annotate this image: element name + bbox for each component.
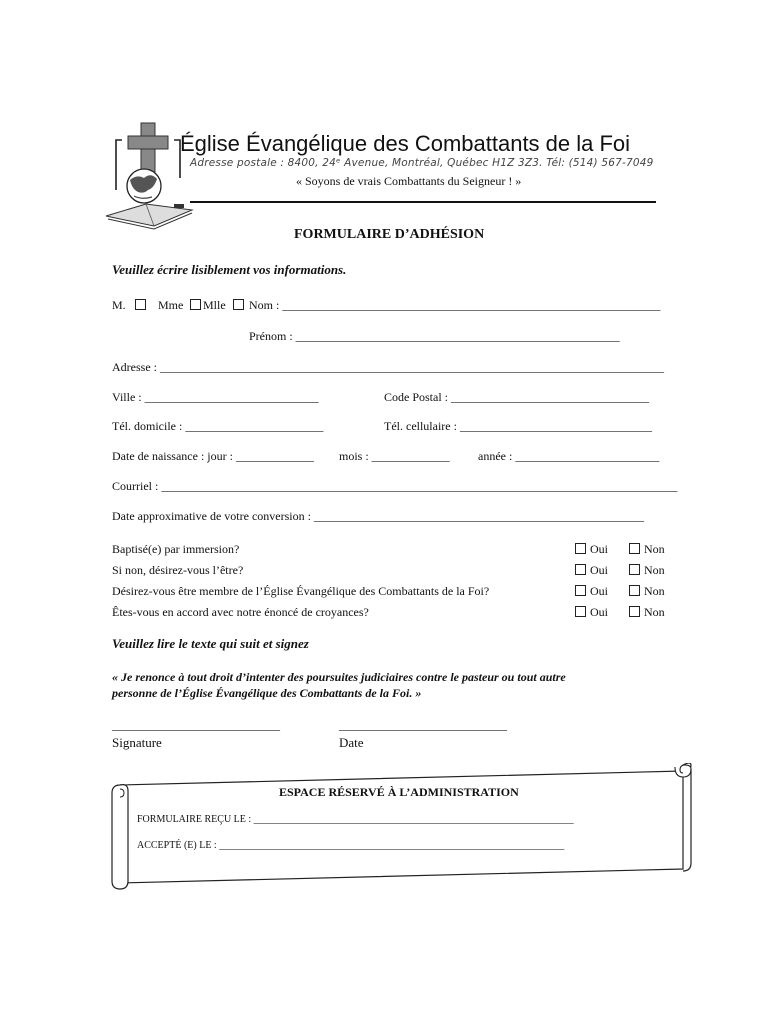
signature-label: Signature — [112, 735, 162, 750]
oui-checkbox[interactable] — [575, 543, 586, 554]
non-label: Non — [644, 584, 665, 598]
non-checkbox[interactable] — [629, 564, 640, 575]
oui-label: Oui — [590, 584, 608, 598]
header-divider — [190, 201, 656, 203]
tel-cellulaire-field[interactable]: Tél. cellulaire : ________________________________ — [384, 419, 652, 433]
naissance-mois-field[interactable]: mois : _____________ — [339, 449, 450, 463]
salutation-mme[interactable] — [158, 298, 205, 313]
non-checkbox[interactable] — [629, 585, 640, 596]
motto: « Soyons de vrais Combattants du Seigneur ! » — [296, 174, 522, 188]
answer-oui[interactable] — [575, 584, 608, 599]
conversion-field[interactable]: Date approximative de votre conversion : _______________________________________________________ — [112, 509, 644, 523]
question-text: Désirez-vous être membre de l’Église Évangélique des Combattants de la Foi? — [112, 584, 490, 598]
question-text: Si non, désirez-vous l’être? — [112, 563, 244, 577]
oui-checkbox[interactable] — [575, 606, 586, 617]
oui-label: Oui — [590, 542, 608, 556]
declaration-line-1: « Je renonce à tout droit d’intenter des poursuites judiciaires contre le pasteur ou tout autre — [112, 670, 566, 684]
signature-line[interactable]: ____________________________ — [112, 718, 280, 732]
sign-instruction: Veuillez lire le texte qui suit et signez — [112, 636, 309, 651]
admin-scroll-frame — [108, 763, 693, 893]
salutation-mme-checkbox[interactable] — [190, 299, 201, 310]
oui-label: Oui — [590, 563, 608, 577]
form-heading: FORMULAIRE D’ADHÉSION — [294, 227, 485, 242]
oui-checkbox[interactable] — [575, 564, 586, 575]
naissance-annee-field[interactable]: année : ________________________ — [478, 449, 660, 463]
courriel-field[interactable]: Courriel : ______________________________________________________________________________________ — [112, 479, 678, 493]
accepted-date-field[interactable]: ACCEPTÉ (E) LE : _____________________________________________________________________ — [137, 840, 565, 851]
salutation-m-label: M. — [112, 298, 126, 312]
admin-title: ESPACE RÉSERVÉ À L’ADMINISTRATION — [279, 785, 519, 799]
ville-field[interactable]: Ville : _____________________________ — [112, 390, 319, 404]
answer-non[interactable] — [629, 563, 665, 578]
received-date-field[interactable]: FORMULAIRE REÇU LE : ________________________________________________________________ — [137, 814, 574, 825]
question-text: Êtes-vous en accord avec notre énoncé de croyances? — [112, 605, 369, 619]
salutation-mlle-label: Mlle — [203, 298, 226, 312]
answer-oui[interactable] — [575, 542, 608, 557]
question-text: Baptisé(e) par immersion? — [112, 542, 240, 556]
tel-domicile-field[interactable]: Tél. domicile : _______________________ — [112, 419, 324, 433]
answer-oui[interactable] — [575, 563, 608, 578]
postal-address: Adresse postale : 8400, 24ᵉ Avenue, Montréal, Québec H1Z 3Z3. Tél: (514) 567-7049 — [190, 157, 654, 169]
oui-checkbox[interactable] — [575, 585, 586, 596]
adresse-field[interactable]: Adresse : ____________________________________________________________________________________ — [112, 360, 664, 374]
instruction-text: Veuillez écrire lisiblement vos informations. — [112, 262, 347, 277]
nom-field[interactable]: Nom : _______________________________________________________________ — [249, 298, 661, 312]
prenom-field[interactable]: Prénom : ______________________________________________________ — [249, 329, 620, 343]
salutation-mlle-checkbox[interactable] — [233, 299, 244, 310]
non-label: Non — [644, 605, 665, 619]
non-label: Non — [644, 542, 665, 556]
non-checkbox[interactable] — [629, 543, 640, 554]
oui-label: Oui — [590, 605, 608, 619]
salutation-m-checkbox[interactable] — [135, 299, 146, 310]
non-checkbox[interactable] — [629, 606, 640, 617]
answer-non[interactable] — [629, 584, 665, 599]
code-postal-field[interactable]: Code Postal : _________________________________ — [384, 390, 650, 404]
date-line[interactable]: ____________________________ — [339, 718, 507, 732]
naissance-jour-field[interactable]: Date de naissance : jour : _____________ — [112, 449, 314, 463]
salutation-mlle[interactable] — [203, 298, 248, 313]
answer-non[interactable] — [629, 542, 665, 557]
salutation-mme-label: Mme — [158, 298, 184, 312]
church-name: Église Évangélique des Combattants de la Foi — [180, 131, 631, 156]
non-label: Non — [644, 563, 665, 577]
date-label: Date — [339, 735, 364, 750]
declaration-line-2: personne de l’Église Évangélique des Combattants de la Foi. » — [112, 686, 422, 700]
answer-non[interactable] — [629, 605, 665, 620]
salutation-m[interactable] — [112, 298, 150, 313]
answer-oui[interactable] — [575, 605, 608, 620]
